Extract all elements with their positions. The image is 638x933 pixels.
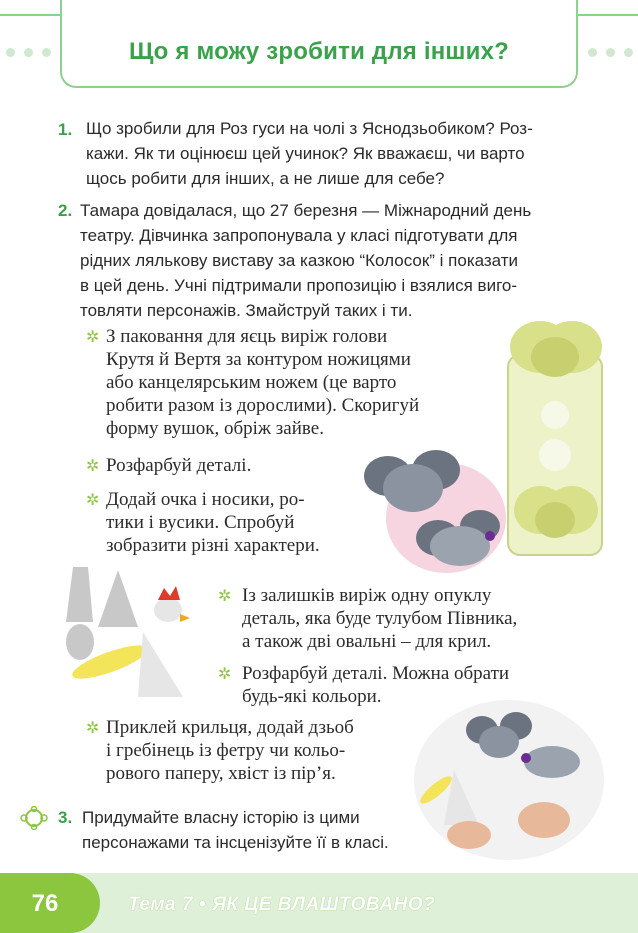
task-number: 3.: [58, 808, 73, 827]
sun-bullet-icon: ✲: [86, 456, 100, 475]
step-4: Із залишків виріж одну опуклу деталь, яка буде тулубом Півника, а також дві овальні – для крил.: [242, 585, 518, 652]
footer-section: ЯК ЦЕ ВЛАШТОВАНО?: [212, 894, 436, 915]
footer-section-title: [128, 894, 435, 916]
step-2: Розфарбуй деталі.: [106, 455, 252, 476]
task-3-text: Придумайте власну історію із цими персонажами та інсценізуйте її в класі.: [82, 808, 389, 852]
footer-topic: Тема 7: [128, 894, 193, 915]
step-5: Розфарбуй деталі. Можна обрати будь-які кольори.: [242, 663, 510, 707]
task-2-text: Тамара довідалася, що 27 березня — Міжнародний день театру. Дівчинка запропонувала у класі підготувати для рідних лялькову виставу за казкою “Колосок” і показати в цей день. Учні підтримали пропозицію і взялися виго- товляти персонажів. Змайструй таких і ти.: [80, 201, 532, 320]
group-work-icon: [20, 806, 48, 830]
task-1-text: Що зробили для Роз гуси на чолі з Яснодзьобиком? Роз- кажи. Як ти оцінюєш цей учинок? Як вважаєш, чи варто щось робити для інших, а не лише для себе?: [86, 119, 533, 188]
step-6: Приклей крильця, додай дзьоб і гребінець із фетру чи кольо- рового паперу, хвіст із пір’я.: [106, 717, 354, 784]
step-3: Додай очка і носики, ро- тики і вусики. Спробуй зобразити різні характери.: [106, 489, 320, 556]
sun-bullet-icon: ✲: [86, 490, 100, 509]
step-1: З паковання для яєць виріж голови Крутя й Вертя за контуром ножицями або канцелярським ножем (це варто робити разом із дорослими). Скоригуй форму вушок, обріж зайве.: [106, 326, 420, 439]
sun-bullet-icon: ✲: [86, 718, 100, 737]
rooster-image: [58, 562, 218, 712]
mouse-heads-image: [358, 448, 506, 573]
page-number: 76: [31, 890, 59, 917]
egg-carton-image: [500, 315, 610, 560]
footer-separator: •: [198, 894, 207, 915]
sun-bullet-icon: ✲: [86, 327, 100, 346]
sun-bullet-icon: ✲: [218, 664, 232, 683]
sun-bullet-icon: ✲: [218, 586, 232, 605]
task-number: 1.: [58, 120, 73, 139]
page-title: Що я можу зробити для інших?: [129, 38, 509, 65]
puppets-photo: [414, 700, 604, 860]
task-number: 2.: [58, 201, 73, 220]
